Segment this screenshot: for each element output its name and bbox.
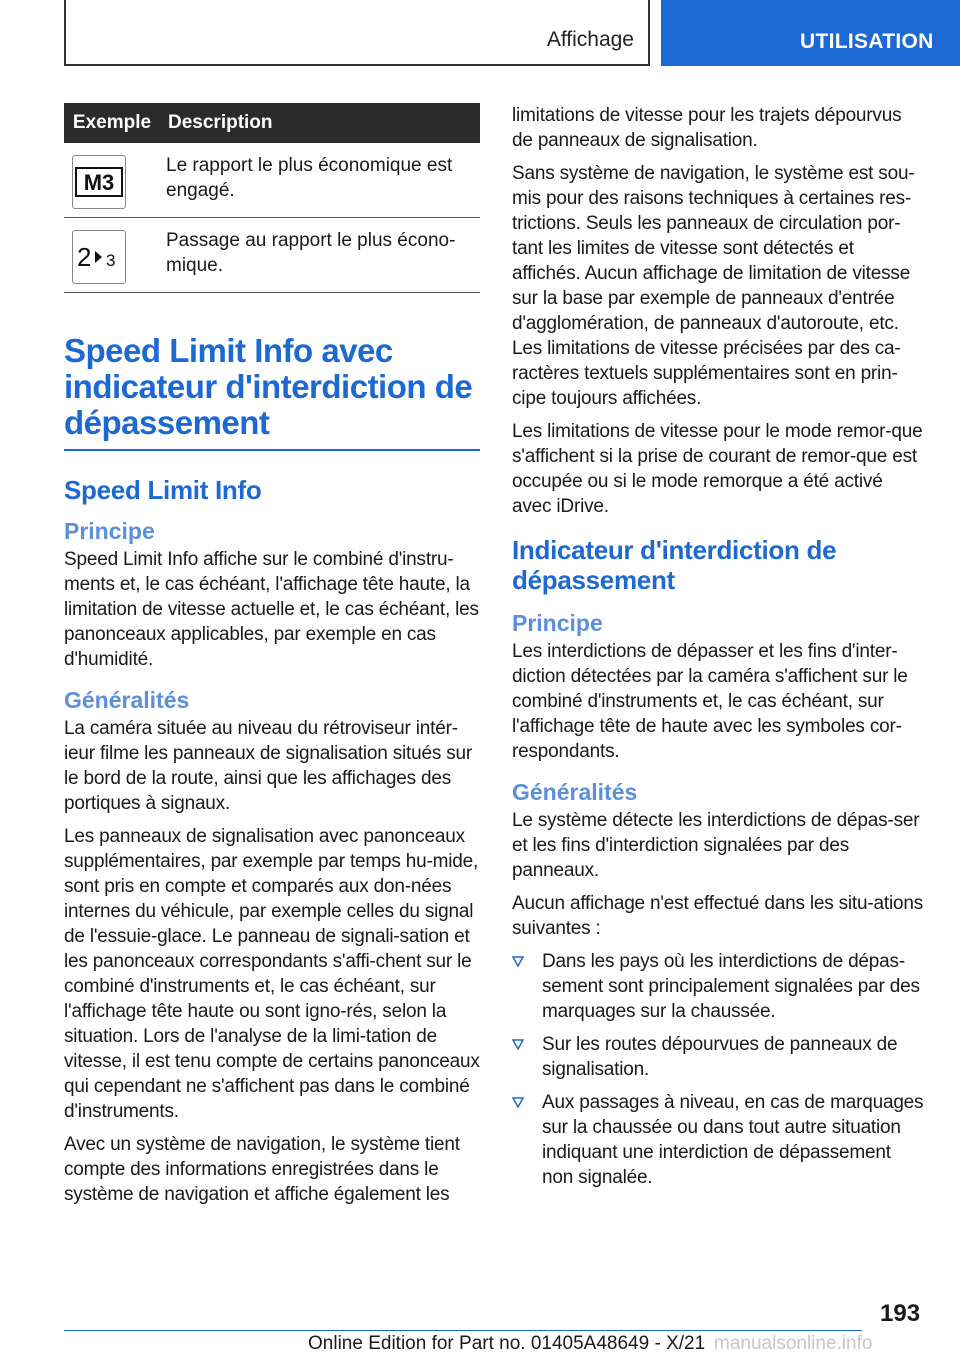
table-header-row <box>64 103 480 143</box>
triangle-bullet-icon <box>512 1039 524 1051</box>
paragraph: La caméra située au niveau du rétroviseur intér-ieur filme les panneaux de signalisation situés sur le bord de la route, ainsi que les affichages des portiques à signaux. <box>64 718 473 814</box>
paragraph: limitations de vitesse pour les trajets dépourvus de panneaux de signalisation. <box>512 105 902 151</box>
right-column <box>512 103 926 1198</box>
subheading-generalites: Généralités <box>512 779 638 805</box>
list-item-text: Aux passages à niveau, en cas de marquages sur la chaussée ou dans tout autre situation indiquant une interdiction de dépassement non signalée. <box>542 1092 924 1188</box>
list-item <box>512 949 926 1024</box>
paragraph: Sans système de navigation, le système est sou-mis pour des raisons techniques à certaines res-trictions. Seuls les panneaux de circulation por-tant les limites de vitesse sont détectés et affichés. Aucun affichage de limitation de vitesse sur la base par exemple de panneaux d'entrée d'agglomération, de panneaux d'autoroute, etc. Les limitations de vitesse précisées par des ca-ractères textuels supplémentaires sont en prin-cipe toujours affichées. <box>512 163 915 409</box>
triangle-bullet-icon <box>512 1097 524 1109</box>
row-description: Le rapport le plus économique est engagé. <box>160 143 480 218</box>
header-chapter-title: UTILISATION <box>800 30 934 53</box>
table-header-description: Description <box>160 103 480 143</box>
page-number: 193 <box>880 1300 921 1327</box>
subheading-principe: Principe <box>64 518 155 544</box>
page-title: Speed Limit Info avec indicateur d'interdiction de dépassement <box>64 333 480 451</box>
list-item-text: Sur les routes dépourvues de panneaux de signalisation. <box>542 1034 898 1080</box>
m3-gear-indicator-icon <box>72 155 126 209</box>
section-title-speed-limit-info: Speed Limit Info <box>64 475 262 505</box>
table-header-example: Exemple <box>64 103 160 143</box>
footer-watermark: manualsonline.info <box>714 1333 873 1354</box>
triangle-bullet-icon <box>512 956 524 968</box>
subheading-generalites: Généralités <box>64 687 190 713</box>
paragraph: Speed Limit Info affiche sur le combiné d'instru-ments et, le cas échéant, l'affichage tête haute, la limitation de vitesse actuelle et, le cas échéant, les panonceaux applicables, par exemple en cas d'humidité. <box>64 549 479 670</box>
symbol-m3-text: M3 <box>83 170 115 195</box>
list-item <box>512 1032 926 1082</box>
table-row <box>64 218 480 293</box>
header-section-title: Affichage <box>546 28 634 51</box>
header-chapter-tab <box>661 0 960 66</box>
paragraph: Les interdictions de dépasser et les fins d'inter-diction détectées par la caméra s'affichent sur le combiné d'instruments et, le cas échéant, sur l'affichage tête de haute avec les symboles cor-respondants. <box>512 641 908 762</box>
header-section-box <box>64 0 650 66</box>
symbol-gear-from: 2 <box>77 242 92 272</box>
list-item-text: Dans les pays où les interdictions de dépas-sement sont principalement signalées par des marquages sur la chaussée. <box>542 951 920 1022</box>
row-description: Passage au rapport le plus écono-mique. <box>160 218 480 293</box>
footer-edition: Online Edition for Part no. 01405A48649 - X/21 <box>308 1333 706 1354</box>
paragraph: Avec un système de navigation, le système tient compte des informations enregistrées dans le système de navigation et affiche également les <box>64 1134 460 1205</box>
symbol-gear-to: 3 <box>106 251 116 270</box>
section-title-overtaking-indicator: Indicateur d'interdiction de dépassement <box>512 535 837 595</box>
list-item <box>512 1090 926 1190</box>
paragraph: Les panneaux de signalisation avec panonceaux supplémentaires, par exemple par temps hu-mide, sont pris en compte et comparés aux don-nées internes du véhicule, par exemple celles du signal de l'essuie-glace. Le panneau de signali-sation et les panonceaux correspondants s'affi-chent sur le combiné d'instruments et, le cas échéant, sur l'affichage tête haute ou sont igno-rés, selon la situation. Lors de l'analyse de la limi-tation de vitesse, il est tenu compte de certains panonceaux qui cependant ne s'affichent pas dans le combiné d'instruments. <box>64 826 480 1122</box>
table-row <box>64 143 480 218</box>
situation-list <box>512 949 926 1190</box>
paragraph: Le système détecte les interdictions de dépas-ser et les fins d'interdiction signalées par des panneaux. <box>512 810 920 881</box>
footer-divider <box>64 1330 862 1331</box>
subheading-principe: Principe <box>512 610 603 636</box>
left-column <box>64 103 480 1207</box>
paragraph: Les limitations de vitesse pour le mode remor-que s'affichent si la prise de courant de remor-que est occupée ou si le mode remorque a été activé avec iDrive. <box>512 421 923 517</box>
example-table <box>64 103 480 293</box>
paragraph: Aucun affichage n'est effectué dans les situ-ations suivantes : <box>512 893 924 939</box>
gear-shift-2-to-3-icon <box>72 230 126 284</box>
